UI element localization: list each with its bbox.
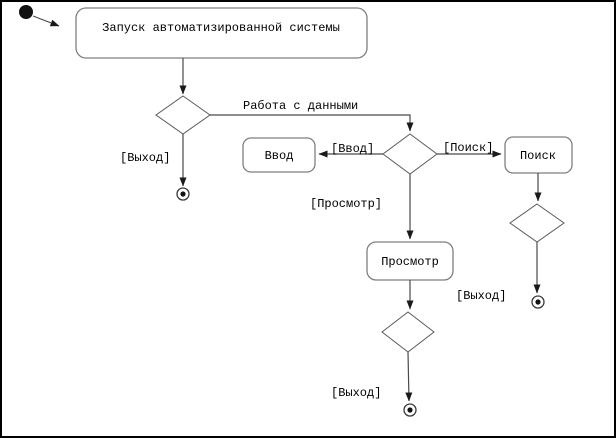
action-view-label: Просмотр <box>381 255 439 269</box>
edge-label-exit-view: [Выход] <box>331 386 382 400</box>
edge-label-exit-main: [Выход] <box>120 151 171 165</box>
final-node-main-dot <box>180 191 185 196</box>
edge-label-to-input: [Ввод] <box>331 142 375 156</box>
action-search-label: Поиск <box>519 149 557 163</box>
edge-label-exit-search: [Выход] <box>456 289 507 303</box>
edge-label-to-view: [Просмотр] <box>310 197 383 211</box>
initial-node <box>19 5 33 19</box>
final-node-search-dot <box>535 299 540 304</box>
edge-label-work-with-data: Работа с данными <box>243 99 359 113</box>
action-launch-label: Запуск автоматизированной системы <box>102 21 340 35</box>
edge-work-with-data <box>210 115 410 131</box>
final-node-view-dot <box>407 407 412 412</box>
edge-exit-view <box>408 352 409 401</box>
decision-main <box>156 96 210 134</box>
edge-start-to-launch <box>33 16 59 26</box>
action-input-label: Ввод <box>264 149 294 163</box>
edge-label-to-search: [Поиск] <box>443 141 494 155</box>
decision-branch <box>383 134 437 174</box>
decision-search <box>510 204 564 242</box>
decision-view <box>382 312 434 352</box>
